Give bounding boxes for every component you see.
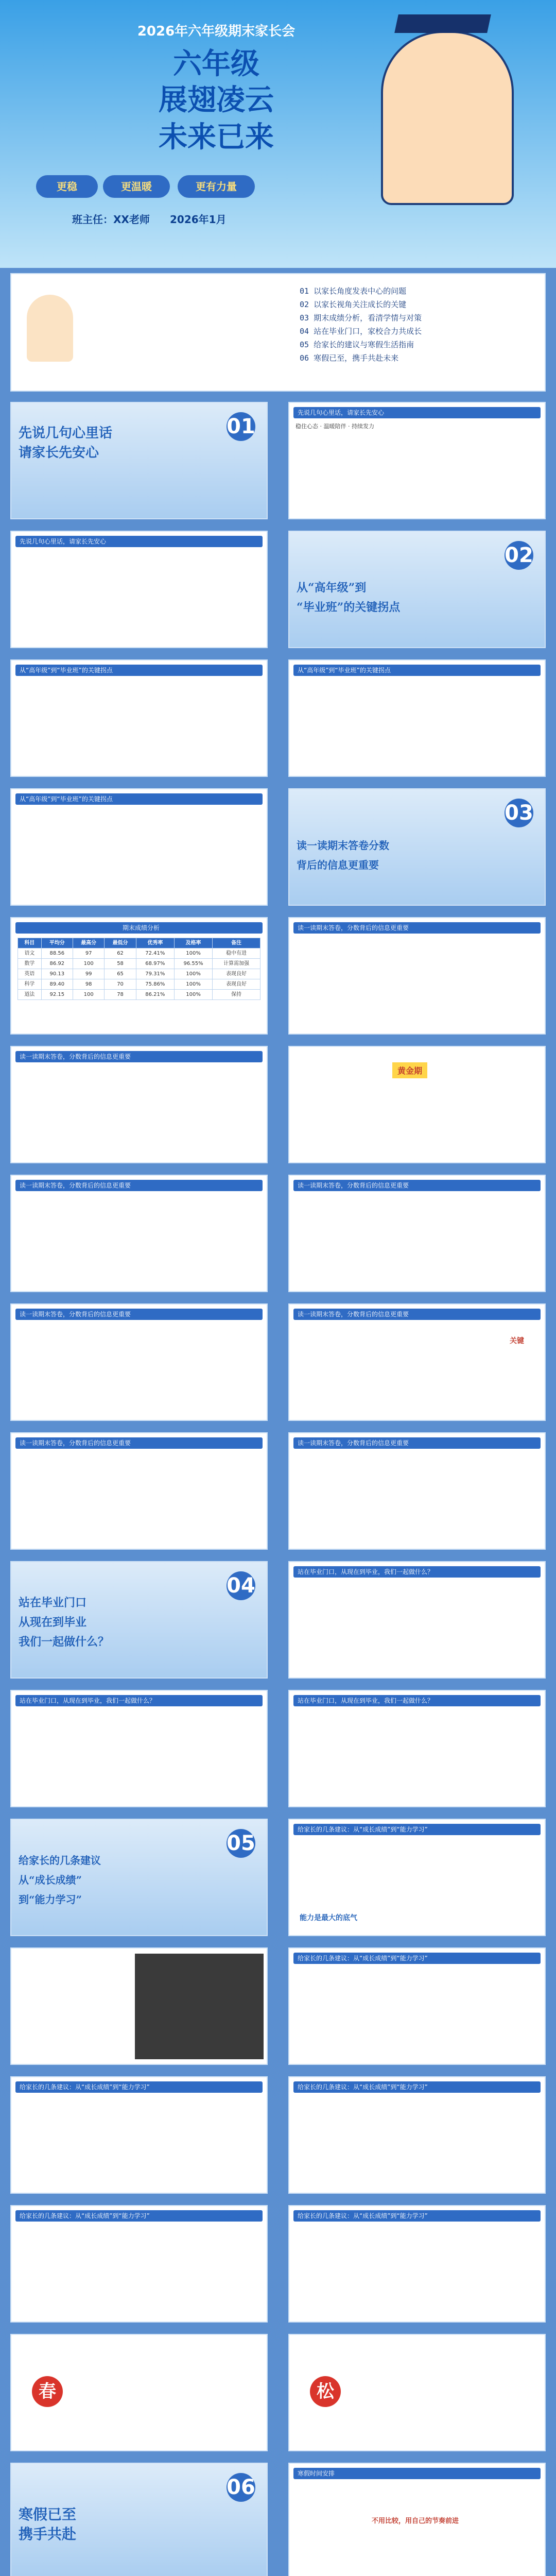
slide-header: 期末成绩分析: [15, 922, 263, 934]
cell: 96.55%: [174, 959, 212, 969]
loose-badge: 松: [310, 2376, 341, 2407]
ability-slide: [288, 1819, 546, 1936]
read-slide-7: [288, 1432, 546, 1550]
col-header: 平均分: [41, 938, 73, 948]
col-header: 及格率: [174, 938, 212, 948]
slide-header: 站在毕业门口，从现在到毕业，我们一起做什么？: [293, 1566, 541, 1578]
cover-title: 六年级: [173, 47, 259, 81]
cell: 72.41%: [136, 948, 174, 959]
cell: 98: [73, 979, 105, 990]
advice-slide-2: [10, 2076, 268, 2194]
golden-slide: [288, 1046, 546, 1163]
section-04-slide: [10, 1561, 268, 1679]
graduation-cap-icon: [394, 14, 491, 33]
score-table: [18, 938, 260, 1000]
cell: 58: [105, 959, 136, 969]
cell: 78: [105, 990, 136, 1000]
video-slide: [10, 1947, 268, 2065]
cover-title-line2: 展翅凌云: [159, 83, 274, 117]
turn-slide: [10, 659, 268, 777]
cell: 99: [73, 969, 105, 979]
advice-slide: [288, 1947, 546, 2065]
toc-item[interactable]: 05 给家长的建议与寒假生活指南: [300, 340, 414, 349]
talk-slide: [288, 402, 546, 519]
cover-title-line3: 未来已来: [159, 120, 274, 154]
section-number: 03: [505, 799, 533, 827]
section-title: 寒假已至 携手共赴: [19, 2506, 77, 2543]
section-number: 06: [227, 2473, 255, 2502]
section-number: 04: [227, 1571, 255, 1600]
cell: 89.40: [41, 979, 73, 990]
toc-item[interactable]: 02 以家长视角关注成长的关键: [300, 300, 407, 309]
section-title: 给家长的几条建议 从“成长成绩” 到“能力学习”: [19, 1854, 101, 1906]
slide-header: 给家长的几条建议：从“成长成绩”到“能力学习”: [15, 2081, 263, 2093]
section-number: 01: [227, 412, 255, 441]
read-slide: [288, 917, 546, 1035]
slide-body: 稳住心态 · 温暖陪伴 · 持续发力: [296, 423, 374, 430]
grad-slide: [288, 1561, 546, 1679]
cell: 79.31%: [136, 969, 174, 979]
col-header: 备注: [213, 938, 260, 948]
slide-header: 读一读期末答卷，分数背后的信息更重要: [293, 1309, 541, 1320]
student-illustration: [381, 31, 514, 205]
cell: 86.21%: [136, 990, 174, 1000]
section-03-slide: [288, 788, 546, 906]
slide-header: 读一读期末答卷，分数背后的信息更重要: [15, 1180, 263, 1191]
table-row: [18, 979, 260, 990]
cell: 97: [73, 948, 105, 959]
slide-header: 从“高年级”到“毕业班”的关键拐点: [15, 793, 263, 805]
cell: 英语: [18, 969, 42, 979]
cell: 道法: [18, 990, 42, 1000]
advice-slide-3: [288, 2076, 546, 2194]
slide-header: 站在毕业门口，从现在到毕业，我们一起做什么？: [15, 1695, 263, 1706]
slide-header: 读一读期末答卷，分数背后的信息更重要: [293, 922, 541, 934]
slide-header: 读一读期末答卷，分数背后的信息更重要: [15, 1437, 263, 1449]
cover-kicker: 2026年六年级期末家长会: [137, 24, 296, 39]
pill-power: 更有力量: [178, 175, 255, 198]
slide-header: 站在毕业门口，从现在到毕业，我们一起做什么？: [293, 1695, 541, 1706]
section-number: 02: [505, 541, 533, 570]
cell: 88.56: [41, 948, 73, 959]
toc-item[interactable]: 04 站在毕业门口，家校合力共成长: [300, 327, 422, 336]
slide-header: 寒假时间安排: [293, 2468, 541, 2479]
advice-slide-5: [288, 2205, 546, 2323]
cell: 68.97%: [136, 959, 174, 969]
cell: 65: [105, 969, 136, 979]
cell: 表现良好: [213, 979, 260, 990]
ability-slogan: 能力是最大的底气: [300, 1914, 357, 1922]
toc-item[interactable]: 03 期末成绩分析，看清学情与对策: [300, 313, 422, 323]
table-row: [18, 948, 260, 959]
slide-header: 从“高年级”到“毕业班”的关键拐点: [15, 665, 263, 676]
slide-header: 给家长的几条建议：从“成长成绩”到“能力学习”: [293, 1824, 541, 1835]
col-header: 最高分: [73, 938, 105, 948]
col-header: 最低分: [105, 938, 136, 948]
section-02-slide: [288, 531, 546, 648]
toc-item[interactable]: 01 以家长角度发表中心的问题: [300, 286, 407, 296]
slide-header: 读一读期末答卷，分数背后的信息更重要: [15, 1309, 263, 1320]
slide-header: 读一读期末答卷，分数背后的信息更重要: [15, 1051, 263, 1062]
cell: 86.92: [41, 959, 73, 969]
cell: 表现良好: [213, 969, 260, 979]
pill-warm: 更温暖: [103, 175, 170, 198]
golden-badge: 黄金期: [392, 1062, 427, 1078]
talk-slide-2: [10, 531, 268, 648]
col-header: 优秀率: [136, 938, 174, 948]
cover-date: 2026年1月: [170, 213, 227, 226]
cell: 75.86%: [136, 979, 174, 990]
slide-header: 给家长的几条建议：从“成长成绩”到“能力学习”: [293, 2210, 541, 2222]
section-title: 先说几句心里话 请家长先安心: [19, 426, 113, 461]
read-slide-4: [288, 1175, 546, 1292]
advice-slide-4: [10, 2205, 268, 2323]
cell: 100: [73, 990, 105, 1000]
slide-header: 给家长的几条建议：从“成长成绩”到“能力学习”: [15, 2210, 263, 2222]
cell: 稳中有进: [213, 948, 260, 959]
toc-item[interactable]: 06 寒假已至，携手共赴未来: [300, 353, 399, 363]
slide-header: 先说几句心里话，请家长先安心: [293, 407, 541, 418]
turn-slide-2: [288, 659, 546, 777]
slide-header: 给家长的几条建议：从“成长成绩”到“能力学习”: [293, 1953, 541, 1964]
cell: 90.13: [41, 969, 73, 979]
cell: 100%: [174, 990, 212, 1000]
cell: 100: [73, 959, 105, 969]
toc-graduate-illustration: [27, 295, 73, 362]
cell: 保持: [213, 990, 260, 1000]
score-table-wrap: [18, 938, 260, 1000]
toc-list: [300, 284, 422, 365]
table-row: [18, 990, 260, 1000]
section-title: 读一读期末答卷分数 背后的信息更重要: [297, 839, 389, 871]
section-01-slide: [10, 402, 268, 519]
winter-slide: [288, 2463, 546, 2576]
spring-slide: [10, 2334, 268, 2451]
read-slide-6: [10, 1432, 268, 1550]
slide-header: 给家长的几条建议：从“成长成绩”到“能力学习”: [293, 2081, 541, 2093]
section-number: 05: [227, 1829, 255, 1858]
cell: 100%: [174, 969, 212, 979]
video-frame[interactable]: [135, 1954, 264, 2059]
section-title: 站在毕业门口 从现在到毕业 我们一起做什么？: [19, 1596, 110, 1649]
read-slide-5: [10, 1303, 268, 1421]
cell: 科学: [18, 979, 42, 990]
cell: 70: [105, 979, 136, 990]
slide-header: 先说几句心里话，请家长先安心: [15, 536, 263, 547]
table-row: [18, 959, 260, 969]
toc-slide: [10, 273, 546, 392]
cell: 100%: [174, 979, 212, 990]
grad-slide-2: [10, 1690, 268, 1807]
section-05-slide: [10, 1819, 268, 1936]
cover-banner: [0, 0, 556, 268]
grad-slide-3: [288, 1690, 546, 1807]
cell: 100%: [174, 948, 212, 959]
slide-header: 读一读期末答卷，分数背后的信息更重要: [293, 1180, 541, 1191]
slide-header: 读一读期末答卷，分数背后的信息更重要: [293, 1437, 541, 1449]
turn-slide-3: [10, 788, 268, 906]
slide-header: 从“高年级”到“毕业班”的关键拐点: [293, 665, 541, 676]
keyword-label: 关键: [510, 1337, 524, 1345]
cell: 数学: [18, 959, 42, 969]
table-row: [18, 969, 260, 979]
read-slide-2: [10, 1046, 268, 1163]
read-slide-3: [10, 1175, 268, 1292]
section-06-slide: [10, 2463, 268, 2576]
loose-slide: [288, 2334, 546, 2451]
cell: 语文: [18, 948, 42, 959]
dare-text: 不用比较，用自己的节奏前进: [372, 2517, 459, 2525]
score-slide: [10, 917, 268, 1035]
keyword-slide: [288, 1303, 546, 1421]
cover-presenter: 班主任：XX老师: [72, 213, 150, 226]
spring-badge: 春: [32, 2376, 63, 2407]
cell: 92.15: [41, 990, 73, 1000]
col-header: 科目: [18, 938, 42, 948]
cell: 62: [105, 948, 136, 959]
cell: 计算需加强: [213, 959, 260, 969]
section-title: 从“高年级”到 “毕业班”的关键拐点: [297, 581, 401, 614]
pill-stable: 更稳: [36, 175, 98, 198]
